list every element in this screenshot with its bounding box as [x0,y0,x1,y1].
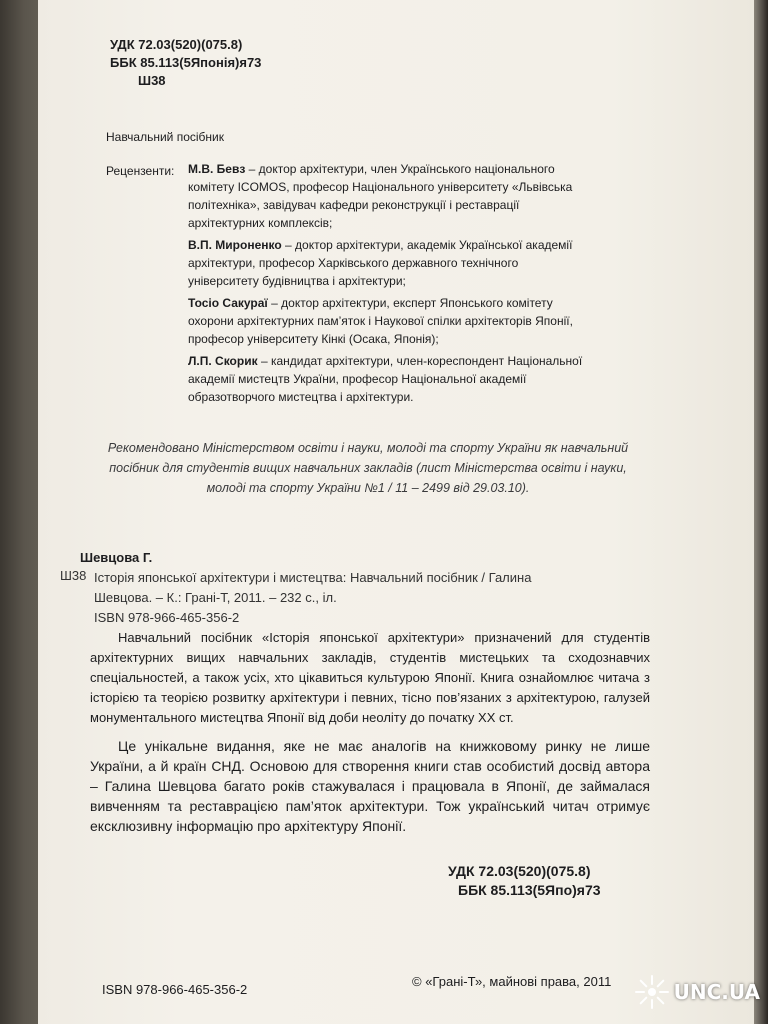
reviewers-list [188,160,588,406]
watermark [634,974,760,1010]
udk-line: УДК 72.03(520)(075.8) [110,37,243,52]
reviewer-name: Тосіо Сакураї [188,296,268,310]
reviewer-name: В.П. Мироненко [188,238,282,252]
reviewer-entry [188,352,588,406]
bib-line: Шевцова. – К.: Грані-Т, 2011. – 232 с., іл. [94,590,337,605]
bbk-line: ББК 85.113(5Япо)я73 [458,882,601,898]
author-name: Шевцова Г. [80,550,153,565]
isbn: ISBN 978-966-465-356-2 [102,982,248,997]
annotation-paragraph: Це унікальне видання, яке не має аналогів на книжковому ринку не лише України, а й країн СНД. Основою для створення книги став особистий досвід автора – Галина Шевцова багато років стажувалася і працювала в Японії, де займалася вивченням та реставрацією пам’яток архітектури. Тож український читач отримує ексклюзивну інформацію про архітектуру Японії. [90,738,650,834]
watermark-text: UNC.UA [673,980,760,1004]
udk-line: УДК 72.03(520)(075.8) [448,863,591,879]
book-page [38,0,754,1024]
annotation [90,628,650,836]
reviewer-entry [188,160,588,232]
reviewer-text: – доктор архітектури, експерт Японського комітету охорони архітектурних пам’яток і Наукової спілки архітекторів Японії, професор університету Кінкі (Осака, Японія); [188,296,573,346]
reviewers-label: Рецензенти: [106,164,175,178]
reviewer-entry [188,294,588,348]
udk-block-bottom [448,862,601,900]
reviewer-text: – доктор архітектури, академік Української академії архітектури, професор Харківського державного технічного університету будівництва і архітектури; [188,238,573,288]
book-type: Навчальний посібник [106,130,225,144]
copyright: © «Грані-Т», майнові права, 2011 [412,974,612,989]
recommendation-text: Рекомендовано Міністерством освіти і науки, молоді та спорту України як навчальний посібник для студентів вищих навчальних закладів (лист Міністерства освіти і науки, молоді та спорту України №1 / 11 – 2499 від 29.03.10). [107,441,629,495]
annotation-paragraph: Навчальний посібник «Історія японської архітектури» призначений для студентів архітектурних вищих навчальних закладів, студентів мистецьких та сходознавчих спеціальностей, а також усіх, хто цікавиться культурою Японії. Книга ознайомлює читача з історією та теорією розвитку архітектури і певних, тісно пов’язаних з архітектурою, галузей монументального мистецтва Японії від доби неоліту до початку XX ст. [90,630,650,725]
reviewer-text: – кандидат архітектури, член-кореспондент Національної академії мистецтв України, професор Національної академії образотворчого мистецтва і архітектури. [188,354,583,404]
reviewer-entry [188,236,588,290]
bib-line: Історія японської архітектури і мистецтва: Навчальний посібник / Галина [94,570,532,585]
bib-line: ISBN 978-966-465-356-2 [94,610,240,625]
sunburst-icon [634,974,670,1010]
reviewer-name: Л.П. Скорик [188,354,258,368]
code-line: Ш38 [138,73,166,88]
udk-block-top [110,36,261,90]
bbk-line: ББК 85.113(5Японія)я73 [110,55,262,70]
bibliographic-description [94,568,624,628]
catalog-code: Ш38 [60,568,87,583]
reviewer-text: – доктор архітектури, член Українського національного комітету ICOMOS, професор Національного університету «Львівська політехніка», завідувач кафедри реконструкції і реставрації архітектурних комплексів; [188,162,573,230]
reviewer-name: М.В. Бевз [188,162,246,176]
